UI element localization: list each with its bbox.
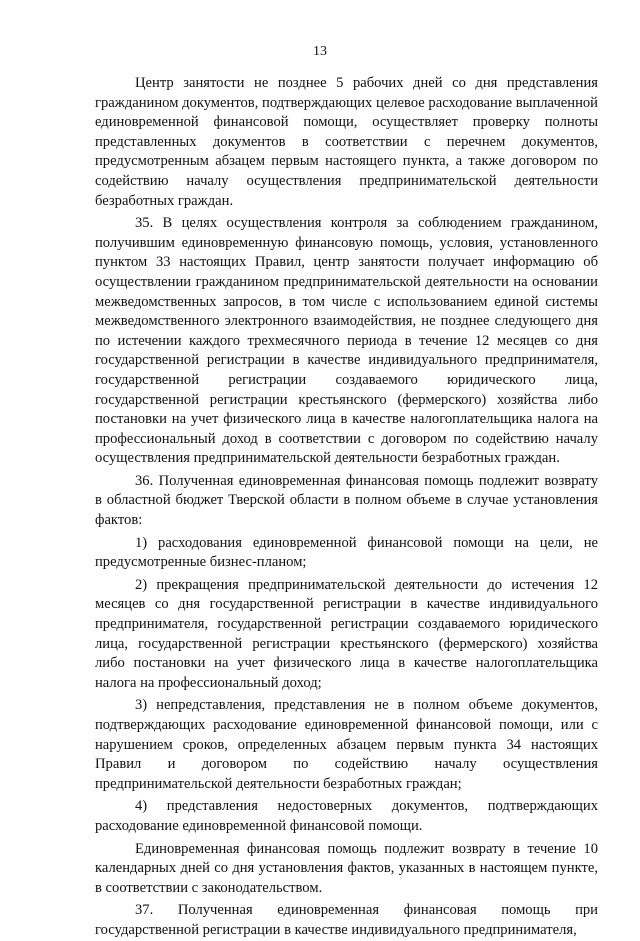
paragraph-item-36: 36. Полученная единовременная финансовая помощь подлежит возврату в областной бюджет Тверской области в полном объеме в случае установления фактов: bbox=[95, 472, 598, 529]
paragraph-item-37: 37. Полученная единовременная финансовая помощь при государственной регистрации в качестве индивидуального предпринимателя, bbox=[95, 902, 598, 938]
paragraph-subitem-1: 1) расходования единовременной финансовой помощи на цели, не предусмотренные бизнес-планом; bbox=[95, 534, 598, 571]
paragraph-subitem-4: 4) представления недостоверных документов, подтверждающих расходование единовременной финансовой помощи. bbox=[95, 798, 598, 834]
page-number: 13 bbox=[313, 44, 327, 59]
paragraph-subitem-2: 2) прекращения предпринимательской деятельности до истечения 12 месяцев со дня государственной регистрации в качестве индивидуального предпринимателя, государственной регистрации создаваемого юридического лица, государственной регистрации крестьянского (фермерского) хозяйства либо постановки на учет физического лица в качестве налогоплательщика налога на профессиональный доход; bbox=[95, 576, 598, 691]
paragraph-refund-term: Единовременная финансовая помощь подлежит возврату в течение 10 календарных дней со дня установления фактов, указанных в настоящем пункте, в соответствии с законодательством. bbox=[95, 840, 598, 896]
paragraph-item-35: 35. В целях осуществления контроля за соблюдением гражданином, получившим единовременную финансовую помощь, условия, установленного пунктом 33 настоящих Правил, центр занятости получает информацию об осуществлении гражданином предпринимательской деятельности на основании межведомственных запросов, в том числе с использованием единой системы межведомственного электронного взаимодействия, не позднее следующего дня по истечении каждого трехмесячного периода в течение 12 месяцев со дня государственной регистрации в качестве индивидуального предпринимателя, государственной регистрации создаваемого юридического лица, государственной регистрации крестьянского (фермерского) хозяйства либо постановки на учет физического лица в качестве налогоплательщика налога на профессиональный доход в соответствии с договором по содействию началу осуществления предпринимательской деятельности безработных граждан. bbox=[95, 215, 598, 467]
paragraph-center-review: Центр занятости не позднее 5 рабочих дней со дня представления гражданином документов, подтверждающих целевое расходование выплаченной единовременной финансовой помощи, осуществляет проверку полноты представленных документов в соответствии с перечнем документов, предусмотренным абзацем первым настоящего пункта, а также договором по содействию началу осуществления предпринимательской деятельности безработных граждан. bbox=[95, 75, 598, 209]
document-body bbox=[95, 74, 598, 941]
paragraph-subitem-3: 3) непредставления, представления не в полном объеме документов, подтверждающих расходование единовременной финансовой помощи, или с нарушением сроков, определенных абзацем первым пункта 34 настоящих Правил и договором по содействию началу осуществления предпринимательской деятельности безработных граждан; bbox=[95, 697, 598, 792]
